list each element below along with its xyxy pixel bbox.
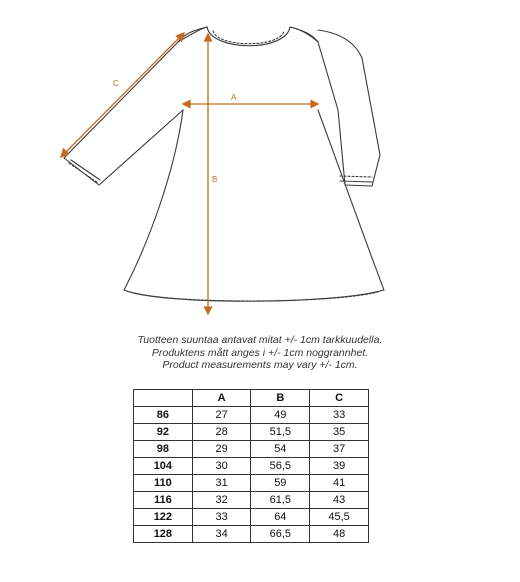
body-outline — [124, 110, 384, 301]
table-row — [134, 424, 369, 441]
value-cell: 39 — [310, 458, 369, 475]
size-cell: 98 — [134, 441, 193, 458]
value-cell: 45,5 — [310, 509, 369, 526]
size-cell: 110 — [134, 475, 193, 492]
note-line-en: Product measurements may vary +/- 1cm. — [162, 359, 358, 371]
table-row — [134, 509, 369, 526]
value-cell: 41 — [310, 475, 369, 492]
dimension-a-arrow-left — [183, 101, 190, 108]
value-cell: 37 — [310, 441, 369, 458]
left-cuff-line — [71, 160, 100, 180]
value-cell: 28 — [192, 424, 251, 441]
header-cell — [134, 390, 193, 407]
dimension-b-label: B — [212, 175, 218, 184]
table-row — [134, 441, 369, 458]
value-cell: 32 — [192, 492, 251, 509]
value-cell: 43 — [310, 492, 369, 509]
size-cell: 86 — [134, 407, 193, 424]
note-line-sv: Produktens mått anges i +/- 1cm noggrannhet. — [151, 346, 369, 359]
right-sleeve-outline — [290, 27, 380, 186]
value-cell: 35 — [310, 424, 369, 441]
value-cell: 59 — [251, 475, 310, 492]
value-cell: 33 — [310, 407, 369, 424]
table-row — [134, 407, 369, 424]
dimension-a-label: A — [231, 93, 237, 102]
header-cell: C — [310, 390, 369, 407]
dimension-c-line — [64, 36, 181, 154]
size-table — [133, 389, 369, 543]
value-cell: 48 — [310, 526, 369, 543]
value-cell: 51,5 — [251, 424, 310, 441]
right-cuff — [340, 176, 372, 177]
note-line-fi: Tuotteen suuntaa antavat mitat +/- 1cm tarkkuudella. — [137, 334, 383, 346]
value-cell: 34 — [192, 526, 251, 543]
table-row — [134, 526, 369, 543]
table-row — [134, 492, 369, 509]
value-cell: 29 — [192, 441, 251, 458]
left-cuff — [69, 163, 98, 183]
value-cell: 66,5 — [251, 526, 310, 543]
header-cell: B — [251, 390, 310, 407]
table-row — [134, 475, 369, 492]
dimension-c-label: C — [113, 79, 119, 88]
measurement-note — [0, 334, 520, 372]
dimension-b-arrow-top — [205, 34, 212, 41]
size-cell: 122 — [134, 509, 193, 526]
size-cell: 92 — [134, 424, 193, 441]
dimension-a-arrow-right — [311, 101, 318, 108]
neckline-outer — [207, 27, 290, 46]
size-cell: 104 — [134, 458, 193, 475]
value-cell: 33 — [192, 509, 251, 526]
value-cell: 49 — [251, 407, 310, 424]
value-cell: 54 — [251, 441, 310, 458]
table-row — [134, 458, 369, 475]
value-cell: 56,5 — [251, 458, 310, 475]
value-cell: 27 — [192, 407, 251, 424]
value-cell: 31 — [192, 475, 251, 492]
size-cell: 128 — [134, 526, 193, 543]
header-cell: A — [192, 390, 251, 407]
dimension-b-arrow-bottom — [205, 307, 212, 314]
hem-stitch — [130, 292, 378, 301]
value-cell: 30 — [192, 458, 251, 475]
table-header-row — [134, 390, 369, 407]
value-cell: 61,5 — [251, 492, 310, 509]
size-cell: 116 — [134, 492, 193, 509]
value-cell: 64 — [251, 509, 310, 526]
